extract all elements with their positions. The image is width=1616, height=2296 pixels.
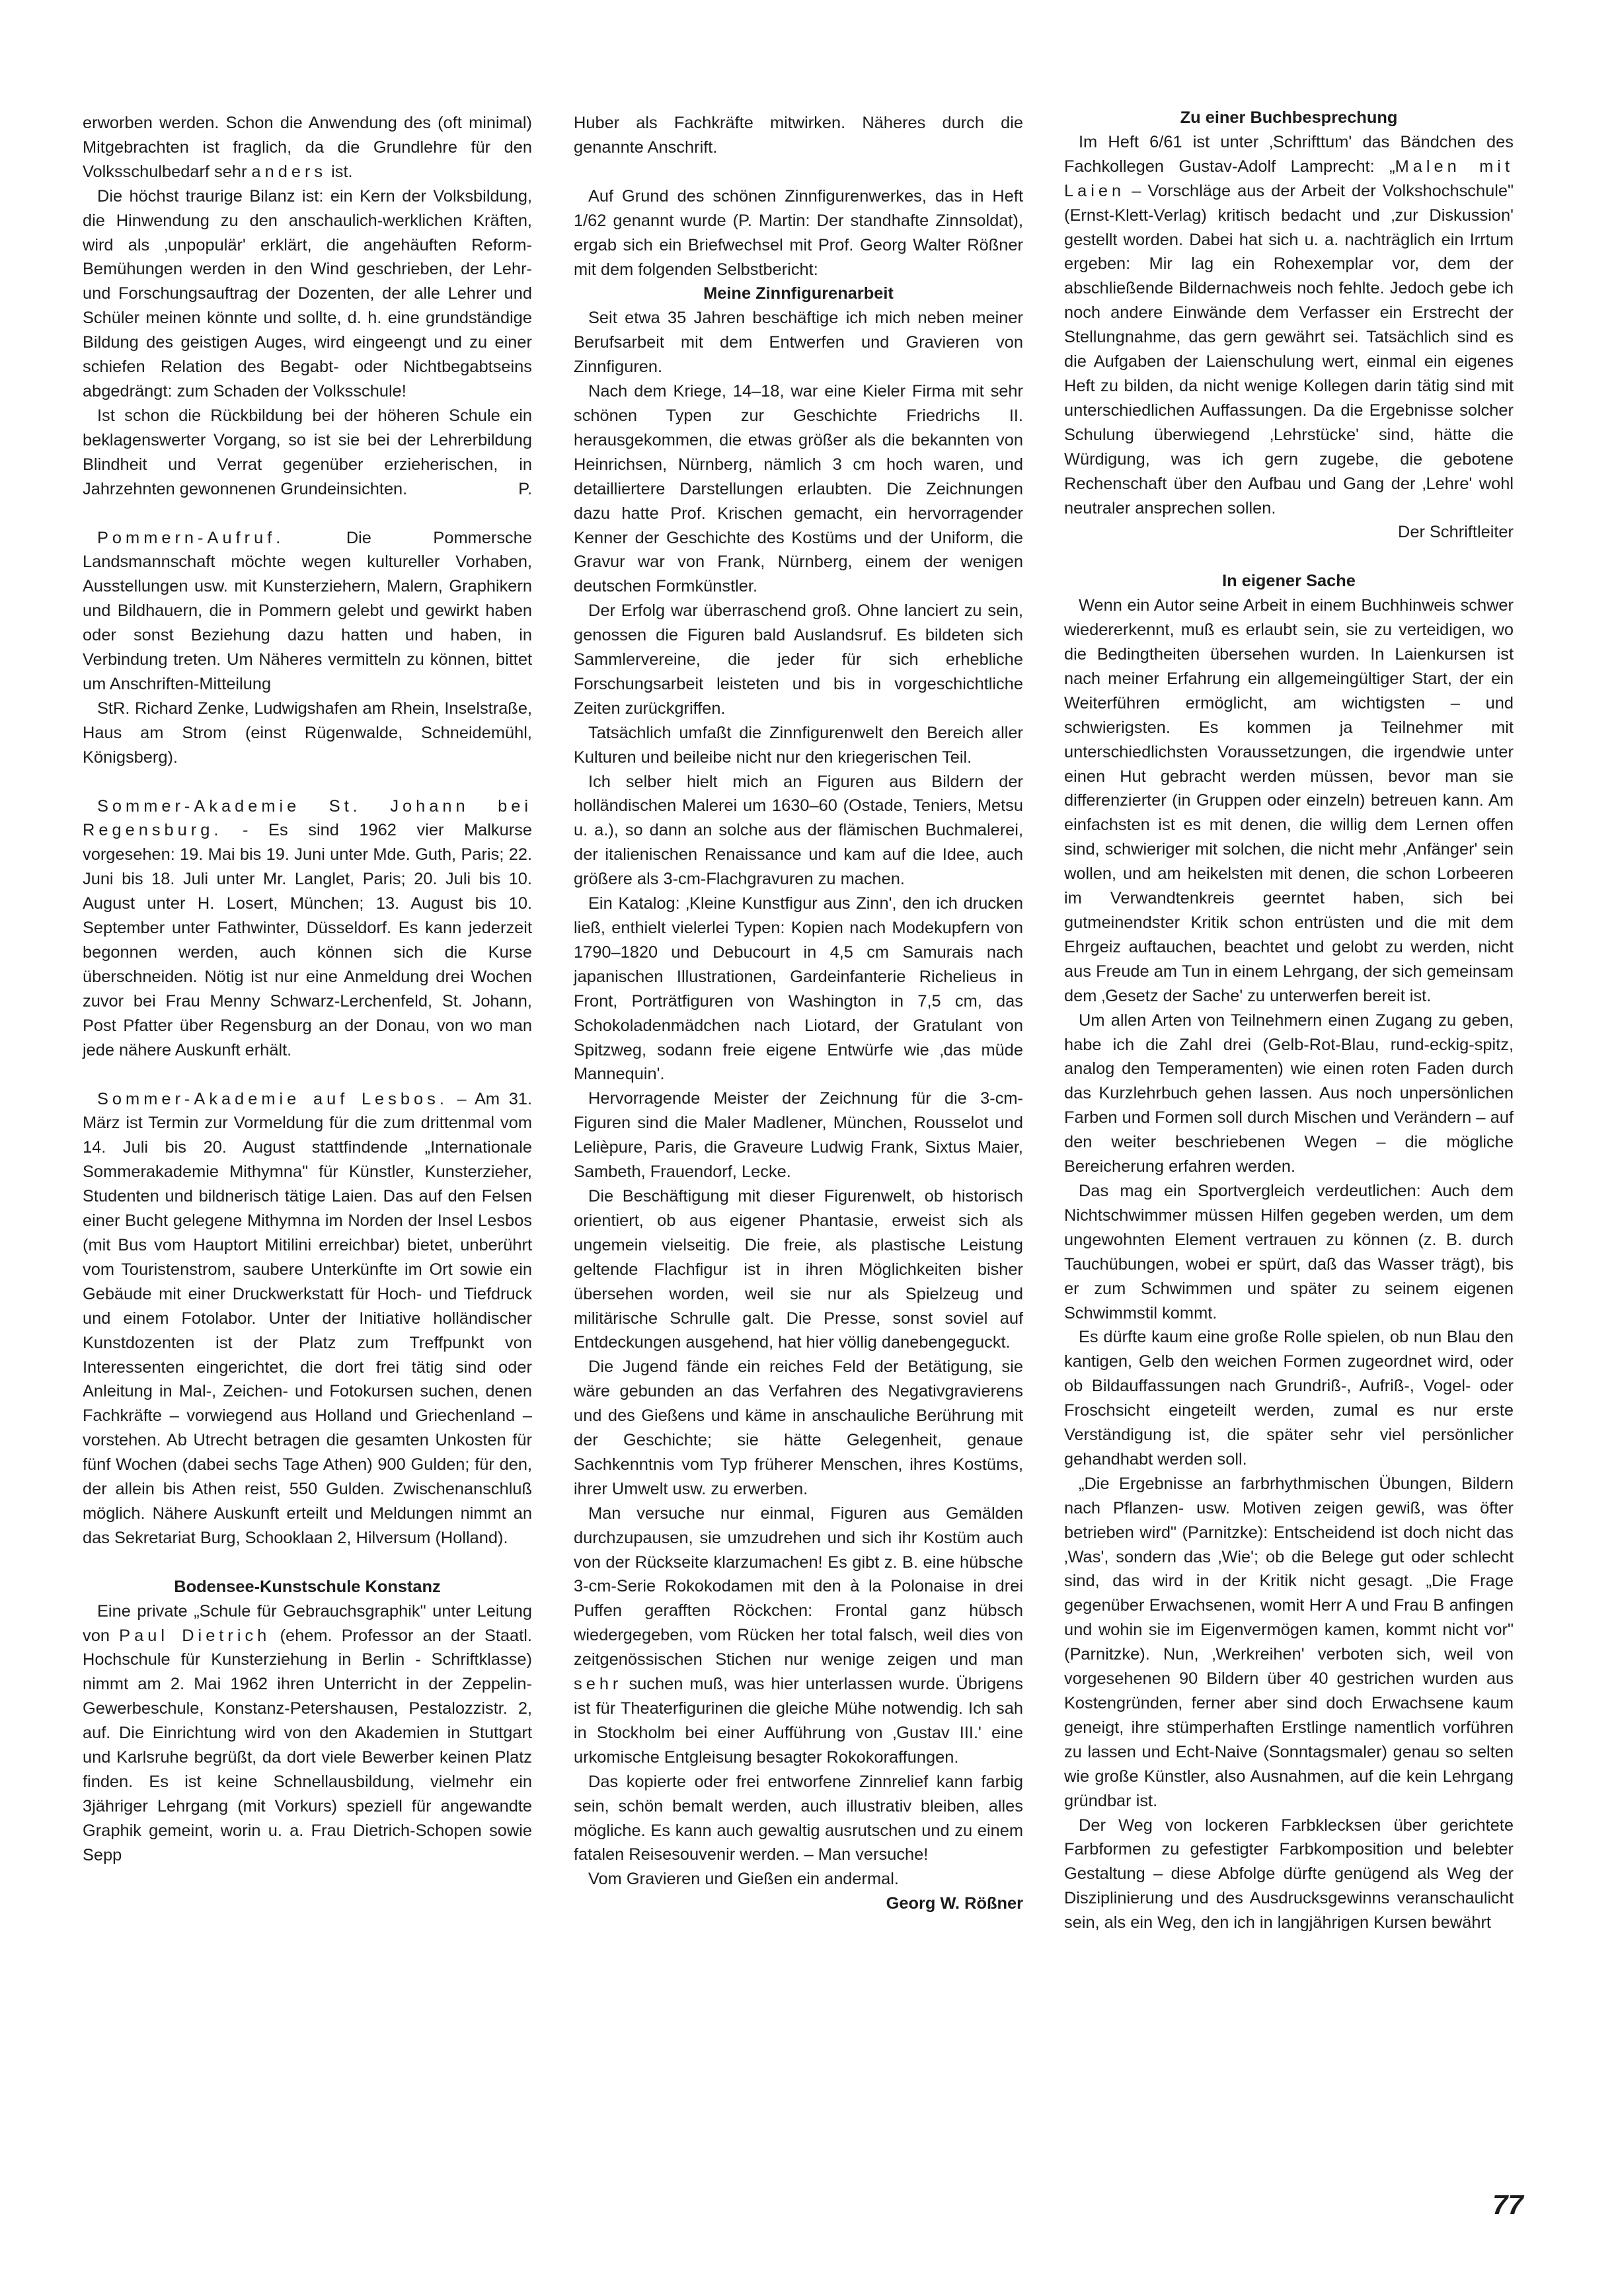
paragraph: Ich selber hielt mich an Figuren aus Bildern der holländischen Malerei um 1630–60 (Ostade, Teniers, Metsu u. a.), so dann an solche aus der flämischen Buchmalerei, der italienischen Renaissance und kam auf die Idee, auch größere als 3-cm-Flachgravuren zu machen. bbox=[574, 772, 1023, 889]
paragraph: Die höchst traurige Bilanz ist: ein Kern der Volksbildung, die Hinwendung zu den anschaulich-werklichen Kräften, wird als ‚unpopulär' erklärt, die angehäuften Reform-Bemühungen werden in den Wind geschrieben, der Lehr- und Forschungsauftrag der Dozenten, der alle Lehrer und Schüler meinen könnte und sollte, d. h. eine grundständige Bildung des geistigen Auges, wird eingeengt und zu einer schiefen Relation des Begabt- oder Nichtbegabtseins abgedrängt: zum Schaden der Volksschule! bbox=[83, 186, 532, 401]
text: Eine private „Schule für Gebrauchsgraphik" unter Leitung von bbox=[83, 1601, 532, 1645]
text: Im Heft 6/61 ist unter ‚Schrifttum' das Bändchen des Fachkollegen Gustav-Adolf Lamprecht: „ bbox=[1064, 132, 1514, 176]
text: suchen muß, was hier unterlassen wurde. Übrigens ist für Theaterfigurinen die gleiche Mühe notwendig. Ich sah in Stockholm bei einer Aufführung von ‚Gustav III.' eine urkomische Entgleisung besagter Rokokoraffungen. bbox=[574, 1675, 1023, 1767]
page-number: 77 bbox=[1492, 2189, 1523, 2220]
section-heading: In eigener Sache bbox=[1222, 572, 1356, 591]
paragraph bbox=[574, 1502, 1023, 1770]
section-heading: Bodensee-Kunstschule Konstanz bbox=[174, 1577, 441, 1596]
paragraph: Um allen Arten von Teilnehmern einen Zugang zu geben, habe ich die Zahl drei (Gelb-Rot-Blau, rund-eckig-spitz, analog den Temperamenten) wie einen roten Faden durch das Kurzlehrbuch gehen lassen. Aus noch unpersönlichen Farben und Formen soll durch Mischen und Verändern – auf den weiter beschriebenen Wegen – die mögliche Bereicherung erfahren werden. bbox=[1064, 1011, 1514, 1176]
text: – Vorschläge aus der Arbeit der Volkshochschule" (Ernst-Klett-Verlag) kritisch bedacht und ‚zur Diskussion' gestellt worden. Dabei hat sich u. a. nachträglich ein Irrtum ergeben: Mir lag ein Rohexemplar vor, dem der abschließende Bildernachweis noch fehlte. Jedoch gebe ich noch andere Einwände dem Verfasser ein Erstrecht der Stellungnahme, das gern gewährt sei. Tatsächlich sind es die Aufgaben der Laienschulung wert, einmal ein eigenes Heft zu bilden, da nicht wenige Kollegen darin tätig sind mit unterschiedlichen Auffassungen. Da die Ergebnisse solcher Schulung überwiegend ‚Lehrstücke' sind, hätte die Würdigung, was ich gern zugebe, die gebotene Rechenschaft über den Aufbau und Gang der ‚Lehre' wohl neutraler ansprechen sollen. bbox=[1064, 181, 1514, 517]
editor-signature: Der Schriftleiter bbox=[1398, 523, 1514, 542]
paragraph bbox=[1064, 130, 1514, 521]
notice-title: Pommern-Aufruf. bbox=[97, 528, 285, 547]
text: – Am 31. März ist Termin zur Vormeldung für die zum drittenmal vom 14. Juli bis 20. August stattfindende „Internationale Sommerakademie Mithymna" für Künstler, Kunsterzieher, Studenten und bildnerisch tätige Laien. Das auf den Felsen einer Bucht gelegene Mithymna im Norden der Insel Lesbos (mit Bus vom Hauptort Mitilini erreichbar) bietet, unberührt vom Touristenstrom, saubere Unterkünfte im Ort sowie ein Gebäude mit einer Druckwerkstatt für Hoch- und Tiefdruck und einem Fotolabor. Unter der Initiative holländischer Kunstdozenten ist der Platz zum Treffpunkt von Interessenten eingerichtet, die dort frei tätig sind oder Anleitung in Mal-, Zeichen- und Fotokursen suchen, denen Fachkräfte – vorwiegend aus Holland und Griechenland – vorstehen. Ab Utrecht betragen die gesamten Unkosten für fünf Wochen (dabei sechs Tage Athen) 900 Gulden; für den, der allein bis Athen reist, 550 Gulden. Zwischenanschluß möglich. Nähere Auskunft erteilt und Meldungen nimmt an das Sekretariat Burg, Schooklaan 2, Hilversum (Holland). bbox=[83, 1089, 532, 1547]
paragraph: Es dürfte kaum eine große Rolle spielen, ob nun Blau den kantigen, Gelb den weichen Formen zugeordnet wird, oder ob Bildauffassungen nach Grundriß-, Aufriß-, Vogel- oder Froschsicht eingeteilt werden, zumal es nur erste Verständigung ist, die später sehr viel persönlicher gehandhabt werden soll. bbox=[1064, 1328, 1514, 1469]
paragraph: Das mag ein Sportvergleich verdeutlichen: Auch dem Nichtschwimmer müssen Hilfen gegeben werden, um dem ungewohnten Element vertrauen zu können (z. B. durch Tauchübungen, wobei er spürt, daß das Wasser trägt), bis er zum Schwimmen und später zu seinem eigenen Schwimmstil kommt. bbox=[1064, 1181, 1514, 1322]
text: erworben werden. Schon die Anwendung des (oft minimal) Mitgebrachten ist fraglich, da die Grundlehre für den Volksschulbedarf sehr bbox=[83, 114, 532, 181]
notice-address: StR. Richard Zenke, Ludwigshafen am Rhein, Inselstraße, Haus am Strom (einst Rügenwalde, Schneidemühl, Königsberg). bbox=[83, 699, 532, 767]
column-middle bbox=[574, 111, 1023, 1916]
paragraph: Die Beschäftigung mit dieser Figurenwelt, ob historisch orientiert, ob aus eigener Phantasie, erweist sich als ungemein vielseitig. Die freie, als plastische Leistung geltende Flachfigur ist in ihren Möglichkeiten bisher übersehen worden, weil sie nur als Spielzeug und militärische Schrulle galt. Die Presse, sonst soviel auf Entdeckungen ausgehend, hat hier völlig danebengeguckt. bbox=[574, 1186, 1023, 1352]
paragraph: Seit etwa 35 Jahren beschäftige ich mich neben meiner Berufsarbeit mit dem Entwerfen und Gravieren von Zinnfiguren. bbox=[574, 309, 1023, 377]
section-heading: Zu einer Buchbesprechung bbox=[1180, 108, 1398, 127]
paragraph: Der Erfolg war überraschend groß. Ohne lanciert zu sein, genossen die Figuren bald Auslandsruf. Es bildeten sich Sammlervereine, die jeder für sich erhebliche Forschungsarbeit leisteten und bis in vorgeschichtliche Zeiten zurückgriffen. bbox=[574, 601, 1023, 718]
column-right bbox=[1064, 106, 1514, 1935]
section-heading: Meine Zinnfigurenarbeit bbox=[703, 284, 894, 303]
paragraph: Der Weg von lockeren Farbklecksen über gerichtete Farbformen zu gefestigter Farbkomposition und belebter Gestaltung – diese Abfolge dürfte genügend als Weg der Disziplinierung und des Ausdrucksgewinns veranschaulicht sein, als ein Weg, den ich in langjährigen Kursen bewährt bbox=[1064, 1816, 1514, 1932]
author-signature: Georg W. Rößner bbox=[886, 1894, 1023, 1913]
paragraph: Wenn ein Autor seine Arbeit in einem Buchhinweis schwer wiedererkennt, muß es erlaubt sein, sie zu verteidigen, wo die Bedingtheiten übersehen wurden. In Laienkursen ist nach meiner Erfahrung ein allgemeingültiger Start, der ein Weiterführen ermöglicht, am wichtigsten – und schwierigsten. Es kommen ja Teilnehmer mit unterschiedlichsten Voraussetzungen, die irgendwie unter einen Hut gebracht werden müssen, bevor man sie differenzierter (in Gruppen oder einzeln) betreuen kann. Am einfachsten ist es mit denen, die willig dem Lernen offen sind, schwieriger mit solchen, die nicht mehr ‚Anfänger' sein wollen, und am heikelsten mit denen, die schon Lorbeeren im Verwandtenkreis geerntet haben, sich bei gutmeinendster Kritik schon entrüsten und die mit dem Ehrgeiz auftauchen, beachtet und gelobt zu werden, nicht aus Freude am Tun in einem Lehrgang, der sich gemeinsam dem ‚Gesetz der Sache' zu unterwerfen bereit ist. bbox=[1064, 596, 1514, 1005]
paragraph bbox=[83, 404, 532, 502]
notice-st-johann bbox=[83, 794, 532, 1063]
notice-title: Sommer-Akademie St. Johann bei Regensburg. bbox=[83, 796, 532, 840]
paragraph bbox=[83, 1599, 532, 1868]
paragraph: „Die Ergebnisse an farbrhythmischen Übungen, Bildern nach Pflanzen- usw. Motiven zeigen gewiß, was öfter betrieben wird" (Parnitzke): Entscheidend ist doch nicht das ‚Was', sondern das ‚Wie'; ob die Belege gut oder schlecht sind, das wird in der Kritik nicht gesagt. „Die Frage gegenüber Erwachsenen, womit Herr A und Frau B anfingen und wohin sie im Eigenvermögen kamen, kommt nicht vor" (Parnitzke). Nun, ‚Werkreihen' verboten sich, weil von vorgesehenen 90 Bildern über 40 gestrichen wurden aus Kostengründen, ferner aber sind doch Erwachsene kaum geneigt, ihre stümperhaften Erstlinge namentlich vorführen zu lassen und Echt-Naive (Sonntagsmaler) genau so selten wie große Künstler, also Ausnahmen, auf die kein Lehrgang gründbar ist. bbox=[1064, 1474, 1514, 1810]
paragraph bbox=[83, 111, 532, 184]
text: Ist schon die Rückbildung bei der höheren Schule ein beklagenswerter Vorgang, so ist sie bei der Lehrerbildung Blindheit und Verrat gegenüber erzieherischen, in Jahrzehnten gewonnenen Grundeinsichten. bbox=[83, 406, 532, 498]
paragraph: Auf Grund des schönen Zinnfigurenwerkes, das in Heft 1/62 genannt wurde (P. Martin: Der standhafte Zinnsoldat), ergab sich ein Briefwechsel mit Prof. Georg Walter Rößner mit dem folgenden Selbstbericht: bbox=[574, 186, 1023, 279]
text: Die Pommersche Landsmannschaft möchte wegen kultureller Vorhaben, Ausstellungen usw. mit Kunsterziehern, Malern, Graphikern und Bildhauern, die in Pommern gelebt und gewirkt haben oder sonst Beziehung dazu hatten und haben, in Verbindung treten. Um Näheres vermitteln zu können, bittet um Anschriften-Mitteilung bbox=[83, 528, 532, 693]
author-initial: P. bbox=[518, 479, 532, 498]
spaced-text: anders bbox=[251, 162, 327, 181]
paragraph: Tatsächlich umfaßt die Zinnfigurenwelt den Bereich aller Kulturen und beileibe nicht nur den kriegerischen Teil. bbox=[574, 723, 1023, 767]
notice-lesbos bbox=[83, 1087, 532, 1550]
paragraph: Ein Katalog: ‚Kleine Kunstfigur aus Zinn', den ich drucken ließ, enthielt vielerlei Typen: Kopien nach Modekupfern von 1790–1820 und Debucourt in 4,5 cm Samurais nach japanischen Illustrationen, Gardeinfanterie Richelieus in Front, Porträtfiguren von Washington in 7,5 cm, das Schokoladenmädchen nach Liotard, der Gratulant von Spitzweg, sodann freie eigene Entwürfe wie ‚das müde Mannequin'. bbox=[574, 894, 1023, 1084]
text: (ehem. Professor an der Staatl. Hochschule für Kunsterziehung in Berlin - Schriftklasse) nimmt am 2. Mai 1962 ihren Unterricht in der Zeppelin-Gewerbeschule, Konstanz-Petershausen, Pestalozzistr. 2, auf. Die Einrichtung wird von den Akademien in Stuttgart und Karlsruhe begrüßt, da dort viele Bewerber keinen Platz finden. Es ist keine Schnellausbildung, vielmehr ein 3jähriger Lehrgang (mit Vorkurs) speziell für angewandte Graphik gemeint, worin u. a. Frau Dietrich-Schopen sowie Sepp bbox=[83, 1626, 532, 1864]
column-left bbox=[83, 111, 532, 1868]
notice-title: Sommer-Akademie auf Lesbos. bbox=[97, 1089, 448, 1108]
text: Man versuche nur einmal, Figuren aus Gemälden durchzupausen, sie umzudrehen und sich ihr Kostüm auch von der Rückseite klarzumachen! Es gibt z. B. eine hübsche 3-cm-Serie Rokokodamen mit den à la Polonaise in drei Puffen gerafften Röckchen: Frontal ganz hübsch wiedergegeben, vom Rücken her total falsch, weil dies von zeitgenössischen Stichen nur wenige zeigen und man bbox=[574, 1504, 1023, 1669]
paragraph: Die Jugend fände ein reiches Feld der Betätigung, sie wäre gebunden an das Verfahren des Negativgravierens und des Gießens und käme in anschauliche Berührung mit der Geschichte; sie hätte Gelegenheit, genaue Sachkenntnis vom Typ früherer Menschen, ihres Kostüms, ihrer Umwelt usw. zu erwerben. bbox=[574, 1358, 1023, 1498]
paragraph: Huber als Fachkräfte mitwirken. Näheres durch die genannte Anschrift. bbox=[574, 114, 1023, 157]
spaced-text: sehr bbox=[574, 1675, 623, 1694]
paragraph: Vom Gravieren und Gießen ein andermal. bbox=[588, 1870, 899, 1889]
paragraph: Nach dem Kriege, 14–18, war eine Kieler Firma mit sehr schönen Typen zur Geschichte Friedrichs II. herausgekommen, die etwas größer als die bekannten von Heinrichsen, Nürnberg, nämlich 3 cm hoch waren, und detailliertere Darstellungen erlaubten. Die Zeichnungen dazu hatte Prof. Krischen gemacht, ein hervorragender Kenner der Geschichte des Kostüms und der Uniform, die Gravur war von Frank, Nürnberg, einem der wenigen deutschen Formkünstler. bbox=[574, 382, 1023, 596]
notice-pommern bbox=[83, 526, 532, 697]
person-name: Paul Dietrich bbox=[119, 1626, 271, 1645]
paragraph: Hervorragende Meister der Zeichnung für die 3-cm-Figuren sind die Maler Madlener, München, Rousselot und Lelièpure, Paris, die Graveure Ludwig Frank, Sixtus Maier, Sambeth, Frauendorf, Lecke. bbox=[574, 1089, 1023, 1182]
spaced-text: Malen mit Laien bbox=[1064, 157, 1514, 200]
text: - Es sind 1962 vier Malkurse vorgesehen: 19. Mai bis 19. Juni unter Mde. Guth, Paris; 22. Juni bis 18. Juli unter Mr. Langlet, Paris; 20. Juli bis 10. August unter H. Losert, München; 13. August bis 10. September unter Fathwinter, Düsseldorf. Es kann jederzeit begonnen werden, auch können sich die Kurse überschneiden. Nötig ist nur eine Anmeldung drei Wochen zuvor bei Frau Menny Schwarz-Lerchenfeld, St. Johann, Post Pfatter über Regensburg an der Donau, von wo man jede nähere Auskunft erhält. bbox=[83, 821, 532, 1059]
paragraph: Das kopierte oder frei entworfene Zinnrelief kann farbig sein, schön bemalt werden, auch illustrativ bleiben, alles mögliche. Es kann auch gewaltig ausrutschen und zu einem fatalen Reisesouvenir werden. – Man versuche! bbox=[574, 1772, 1023, 1864]
text: ist. bbox=[327, 162, 353, 181]
